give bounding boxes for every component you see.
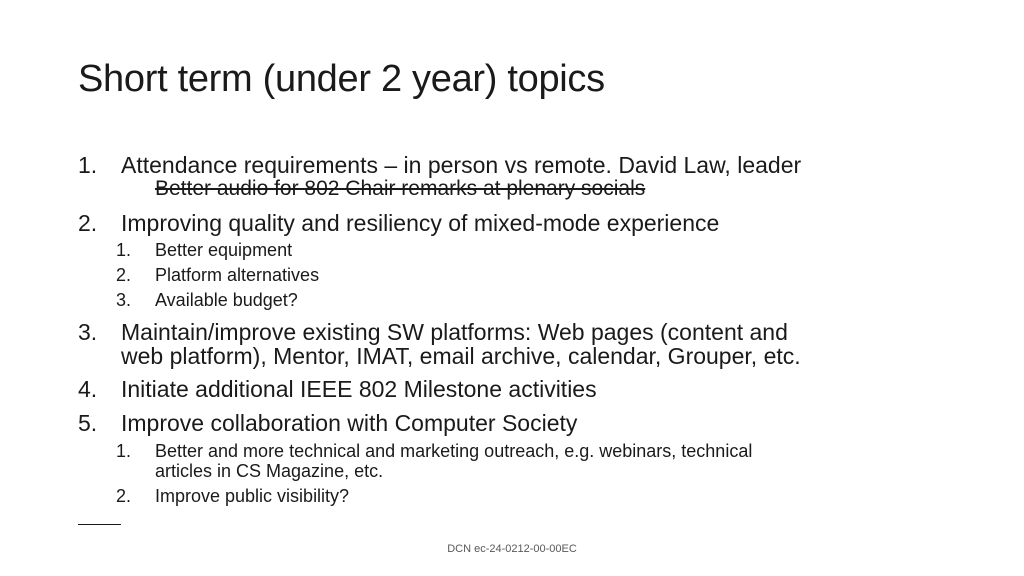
item-text-line-2: web platform), Mentor, IMAT, email archive, calendar, Grouper, etc. [121,343,801,369]
item-number: 4. [78,376,98,402]
item-text: Improving quality and resiliency of mixed-mode experience [121,210,720,236]
item-text: Improve collaboration with Computer Society [121,410,578,436]
item-text: Initiate additional IEEE 802 Milestone activities [121,376,597,402]
sub-item-text-line-2: articles in CS Magazine, etc. [155,461,384,481]
document-control-number: DCN ec-24-0212-00-00EC [447,543,577,555]
sub-item-text: Available budget? [155,290,298,310]
slide-title: Short term (under 2 year) topics [78,58,605,100]
sub-item-number: 2. [116,265,132,285]
sub-item-number: 3. [116,290,132,310]
sub-item-text: Platform alternatives [155,265,320,285]
struck-through-note: Better audio for 802 Chair remarks at plenary socials [155,177,646,200]
sub-item-text: Improve public visibility? [155,486,350,506]
sub-item-number: 2. [116,486,132,506]
item-number: 2. [78,210,98,236]
sub-item-number: 1. [116,441,132,461]
item-text-line-1: Maintain/improve existing SW platforms: Web pages (content and [121,319,788,345]
sub-item-text: Better equipment [155,240,293,260]
item-number: 5. [78,410,98,436]
item-text: Attendance requirements – in person vs remote. David Law, leader [121,152,802,178]
item-number: 3. [78,319,98,345]
sub-item-text-line-1: Better and more technical and marketing outreach, e.g. webinars, technical [155,441,753,461]
item-number: 1. [78,152,98,178]
footnote-separator [78,524,121,525]
sub-item-number: 1. [116,240,132,260]
